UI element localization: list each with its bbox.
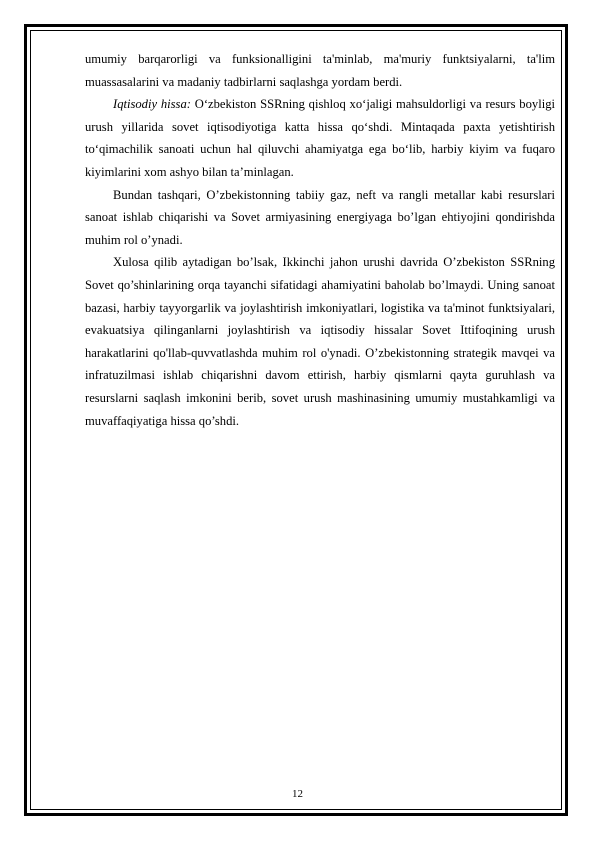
paragraph-1: [85, 48, 555, 93]
paragraph-4: [85, 251, 555, 432]
paragraph-4-text: Xulosa qilib aytadigan bo’lsak, Ikkinchi jahon urushi davrida O’zbekiston SSRning Sovet qo’shinlarining orqa tayanchi sifatidagi ahamiyatini baholab bo’lmaydi. Uning sanoat bazasi, harbiy tayyorgarlik va joylashtirish imkoniyatlari, logistika va ta'minot funktsiyalari, evakuatsiya qilinganlarni joylashtirish va iqtisodiy hissalar Sovet Ittifoqining urush harakatlarini qo'llab-quvvatlashda muhim rol o'ynadi. O’zbekistonning strategik mavqei va infratuzilmasi ishlab chiqarishni davom ettirish, harbiy qismlarni qayta guruhlash va resurslarni saqlash imkonini berib, sovet urush mashinasining umumiy mustahkamligi va muvaffaqiyatiga hissa qo’shdi.: [85, 255, 555, 428]
paragraph-2-lead: Iqtisodiy hissa:: [113, 97, 191, 112]
paragraph-3-text: Bundan tashqari, O’zbekistonning tabiiy gaz, neft va rangli metallar kabi resurslari sanoat ishlab chiqarishi va Sovet armiyasining energiyaga bo’lgan ehtiyojini qondirishda muhim rol o’ynadi.: [85, 187, 555, 247]
paragraph-2-text: O‘zbekiston SSRning qishloq xo‘jaligi mahsuldorligi va resurs boyligi urush yillarida sovet iqtisodiyotiga katta hissa qo‘shdi. Mintaqada paxta yetishtirish to‘qimachilik sanoati uchun hal qiluvchi ahamiyatga ega bo‘lib, harbiy kiyim va fuqaro kiyimlarini xom ashyo bilan ta’minlagan.: [85, 97, 555, 179]
document-body: [85, 48, 555, 432]
paragraph-3: [85, 184, 555, 252]
paragraph-1-text: umumiy barqarorligi va funksionalligini ta'minlab, ma'muriy funktsiyalarni, ta'lim muassasalarini va madaniy tadbirlarni saqlashga yordam berdi.: [85, 52, 555, 89]
paragraph-2: [85, 93, 555, 183]
page-number: 12: [292, 788, 303, 800]
